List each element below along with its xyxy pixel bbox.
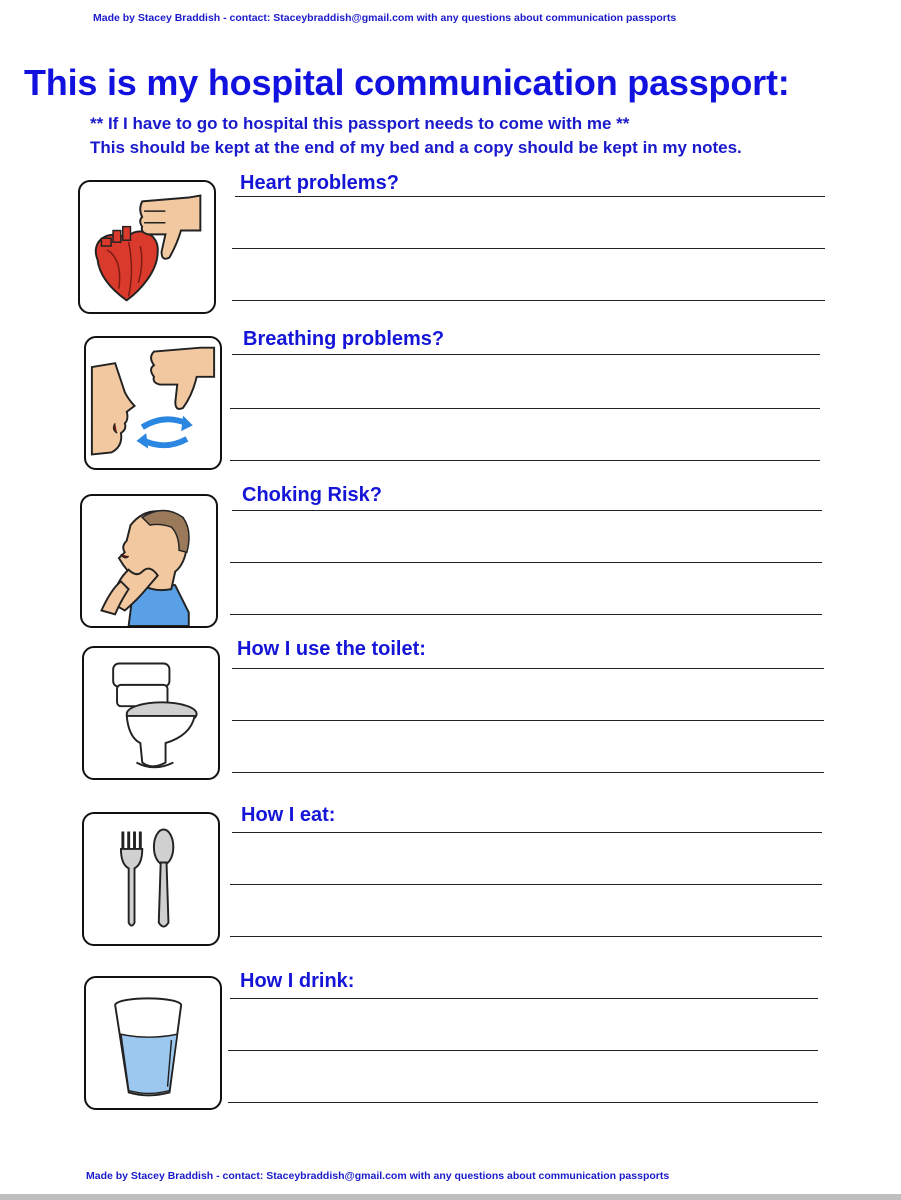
section-label: Heart problems?	[240, 172, 399, 194]
section-label: Breathing problems?	[243, 328, 445, 350]
answer-line[interactable]	[232, 720, 824, 721]
passport-storage-note: This should be kept at the end of my bed and a copy should be kept in my notes.	[90, 138, 742, 157]
bottom-credit: Made by Stacey Braddish - contact: Staceybraddish@gmail.com with any questions about communication passports	[86, 1170, 670, 1182]
section-label: How I eat:	[241, 804, 336, 826]
answer-line[interactable]	[232, 354, 820, 355]
answer-line[interactable]	[228, 1102, 818, 1103]
page-bottom-edge	[0, 1194, 901, 1200]
answer-line[interactable]	[232, 510, 822, 511]
answer-line[interactable]	[230, 884, 822, 885]
answer-line[interactable]	[230, 562, 822, 563]
answer-line[interactable]	[232, 772, 824, 773]
answer-line[interactable]	[232, 248, 825, 249]
fork-spoon-icon	[82, 812, 220, 946]
passport-instruction: ** If I have to go to hospital this passport needs to come with me **	[90, 114, 630, 133]
answer-line[interactable]	[230, 998, 818, 999]
heart-thumbs-down-icon	[78, 180, 216, 314]
answer-line[interactable]	[232, 668, 824, 669]
answer-line[interactable]	[235, 196, 825, 197]
answer-line[interactable]	[230, 460, 820, 461]
answer-line[interactable]	[230, 936, 822, 937]
answer-line[interactable]	[232, 300, 825, 301]
glass-of-water-icon	[84, 976, 222, 1110]
answer-line[interactable]	[230, 408, 820, 409]
section-label: Choking Risk?	[242, 484, 383, 506]
page-title: This is my hospital communication passport:	[24, 62, 790, 103]
breathing-thumbs-down-icon	[84, 336, 222, 470]
section-label: How I drink:	[240, 970, 355, 992]
section-label: How I use the toilet:	[237, 638, 426, 660]
choking-person-icon	[80, 494, 218, 628]
toilet-icon	[82, 646, 220, 780]
top-credit: Made by Stacey Braddish - contact: Staceybraddish@gmail.com with any questions about communication passports	[93, 12, 677, 24]
answer-line[interactable]	[230, 614, 822, 615]
answer-line[interactable]	[232, 832, 822, 833]
answer-line[interactable]	[228, 1050, 818, 1051]
